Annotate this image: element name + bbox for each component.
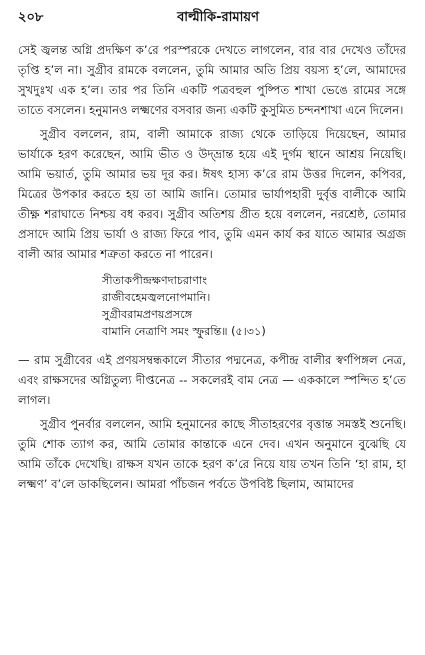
page-header xyxy=(18,8,418,26)
verse-line: বামানি নেত্রাণি সমং স্ফুরন্তি॥ (৫।৩১) xyxy=(102,325,266,338)
sanskrit-verse xyxy=(102,272,406,340)
paragraph: সুগ্রীব পুনর্বার বললেন, আমি হনুমানের কাছে সীতাহরণের বৃত্তান্ত সমস্তই শুনেছি। তুমি শোক ত্যাগ কর, আমি তোমার কান্তাকে এনে দেব। এখন অনুমানে বুঝেছি যে আমি তাঁকে দেখেছি। রাক্ষস যখন তাকে হরণ ক’রে নিয়ে যায় তখন তিনি ‘হা রাম, হা লক্ষ্মণ’ ব’লে ডাকছিলেন। আমরা পাঁচজন পর্বতে উপবিষ্ট ছিলাম, আমাদের xyxy=(18,417,406,491)
paragraph: সুগ্রীব বললেন, রাম, বালী আমাকে রাজ্য থেকে তাড়িয়ে দিয়েছেন, আমার ভার্যাকে হরণ করেছেন, আমি ভীত ও উদ্‌ভ্রান্ত হয়ে এই দুর্গম স্থানে আশ্রয় নিয়েছি। আমি ভয়ার্ত, তুমি আমার ভয় দূর কর। ঈষৎ হাস্য ক’রে রাম উত্তর দিলেন, কপিবর, মিত্রের উপকার করতে হয় তা আমি জানি। তোমার ভার্যাপহারী দুর্বৃত্ত বালীকে আমি তীক্ষ্ণ শরাঘাতে নিশ্চয় বধ করব। সুগ্রীব অতিশয় প্রীত হয়ে বললেন, নরশ্রেষ্ঠ, তোমার প্রসাদে আমি প্রিয় ভার্যা ও রাজ্য ফিরে পাব, তুমি এমন কার্য কর যাতে আমার অগ্রজ বালী আর আমার শত্রুতা করতে না পারেন। xyxy=(18,127,406,261)
running-title: বাল্মীকি-রামায়ণ xyxy=(177,10,259,25)
verse-line: সুগ্রীবরামপ্রণয়প্রসঙ্গে xyxy=(102,308,193,321)
body-text xyxy=(18,40,406,498)
paragraph: — রাম সুগ্রীবের এই প্রণয়সম্বন্ধকালে সীতার পদ্মনেত্র, কপীন্দ্র বালীর স্বর্ণপিঙ্গল নেত্র, এবং রাক্ষসদের অগ্নিতুল্য দীপ্তনেত্র -- সকলেরই বাম নেত্র — এককালে স্পন্দিত হ’তে লাগল। xyxy=(18,353,406,407)
verse-line: সীতাকপীন্দ্রক্ষণদাচরাণাং xyxy=(102,274,208,287)
verse-line: রাজীবহেমজ্বলনোপমানি। xyxy=(102,291,211,304)
page-number: ২০৮ xyxy=(18,10,44,25)
paragraph: সেই জ্বলন্ত অগ্নি প্রদক্ষিণ ক’রে পরস্পরকে দেখতে লাগলেন, বার বার দেখেও তাঁদের তৃপ্তি হ’ল না। সুগ্রীব রামকে বললেন, তুমি আমার অতি প্রিয় বয়স্য হ’লে, আমাদের সুখদুঃখ এক হ’ল। তার পর তিনি একটি পত্রবহুল পুষ্পিত শাখা ভেঙে রামের সঙ্গে তাতে বসলেন। হনুমানও লক্ষ্মণের বসবার জন্য একটি কুসুমিত চন্দনশাখা এনে দিলেন। xyxy=(18,43,406,117)
